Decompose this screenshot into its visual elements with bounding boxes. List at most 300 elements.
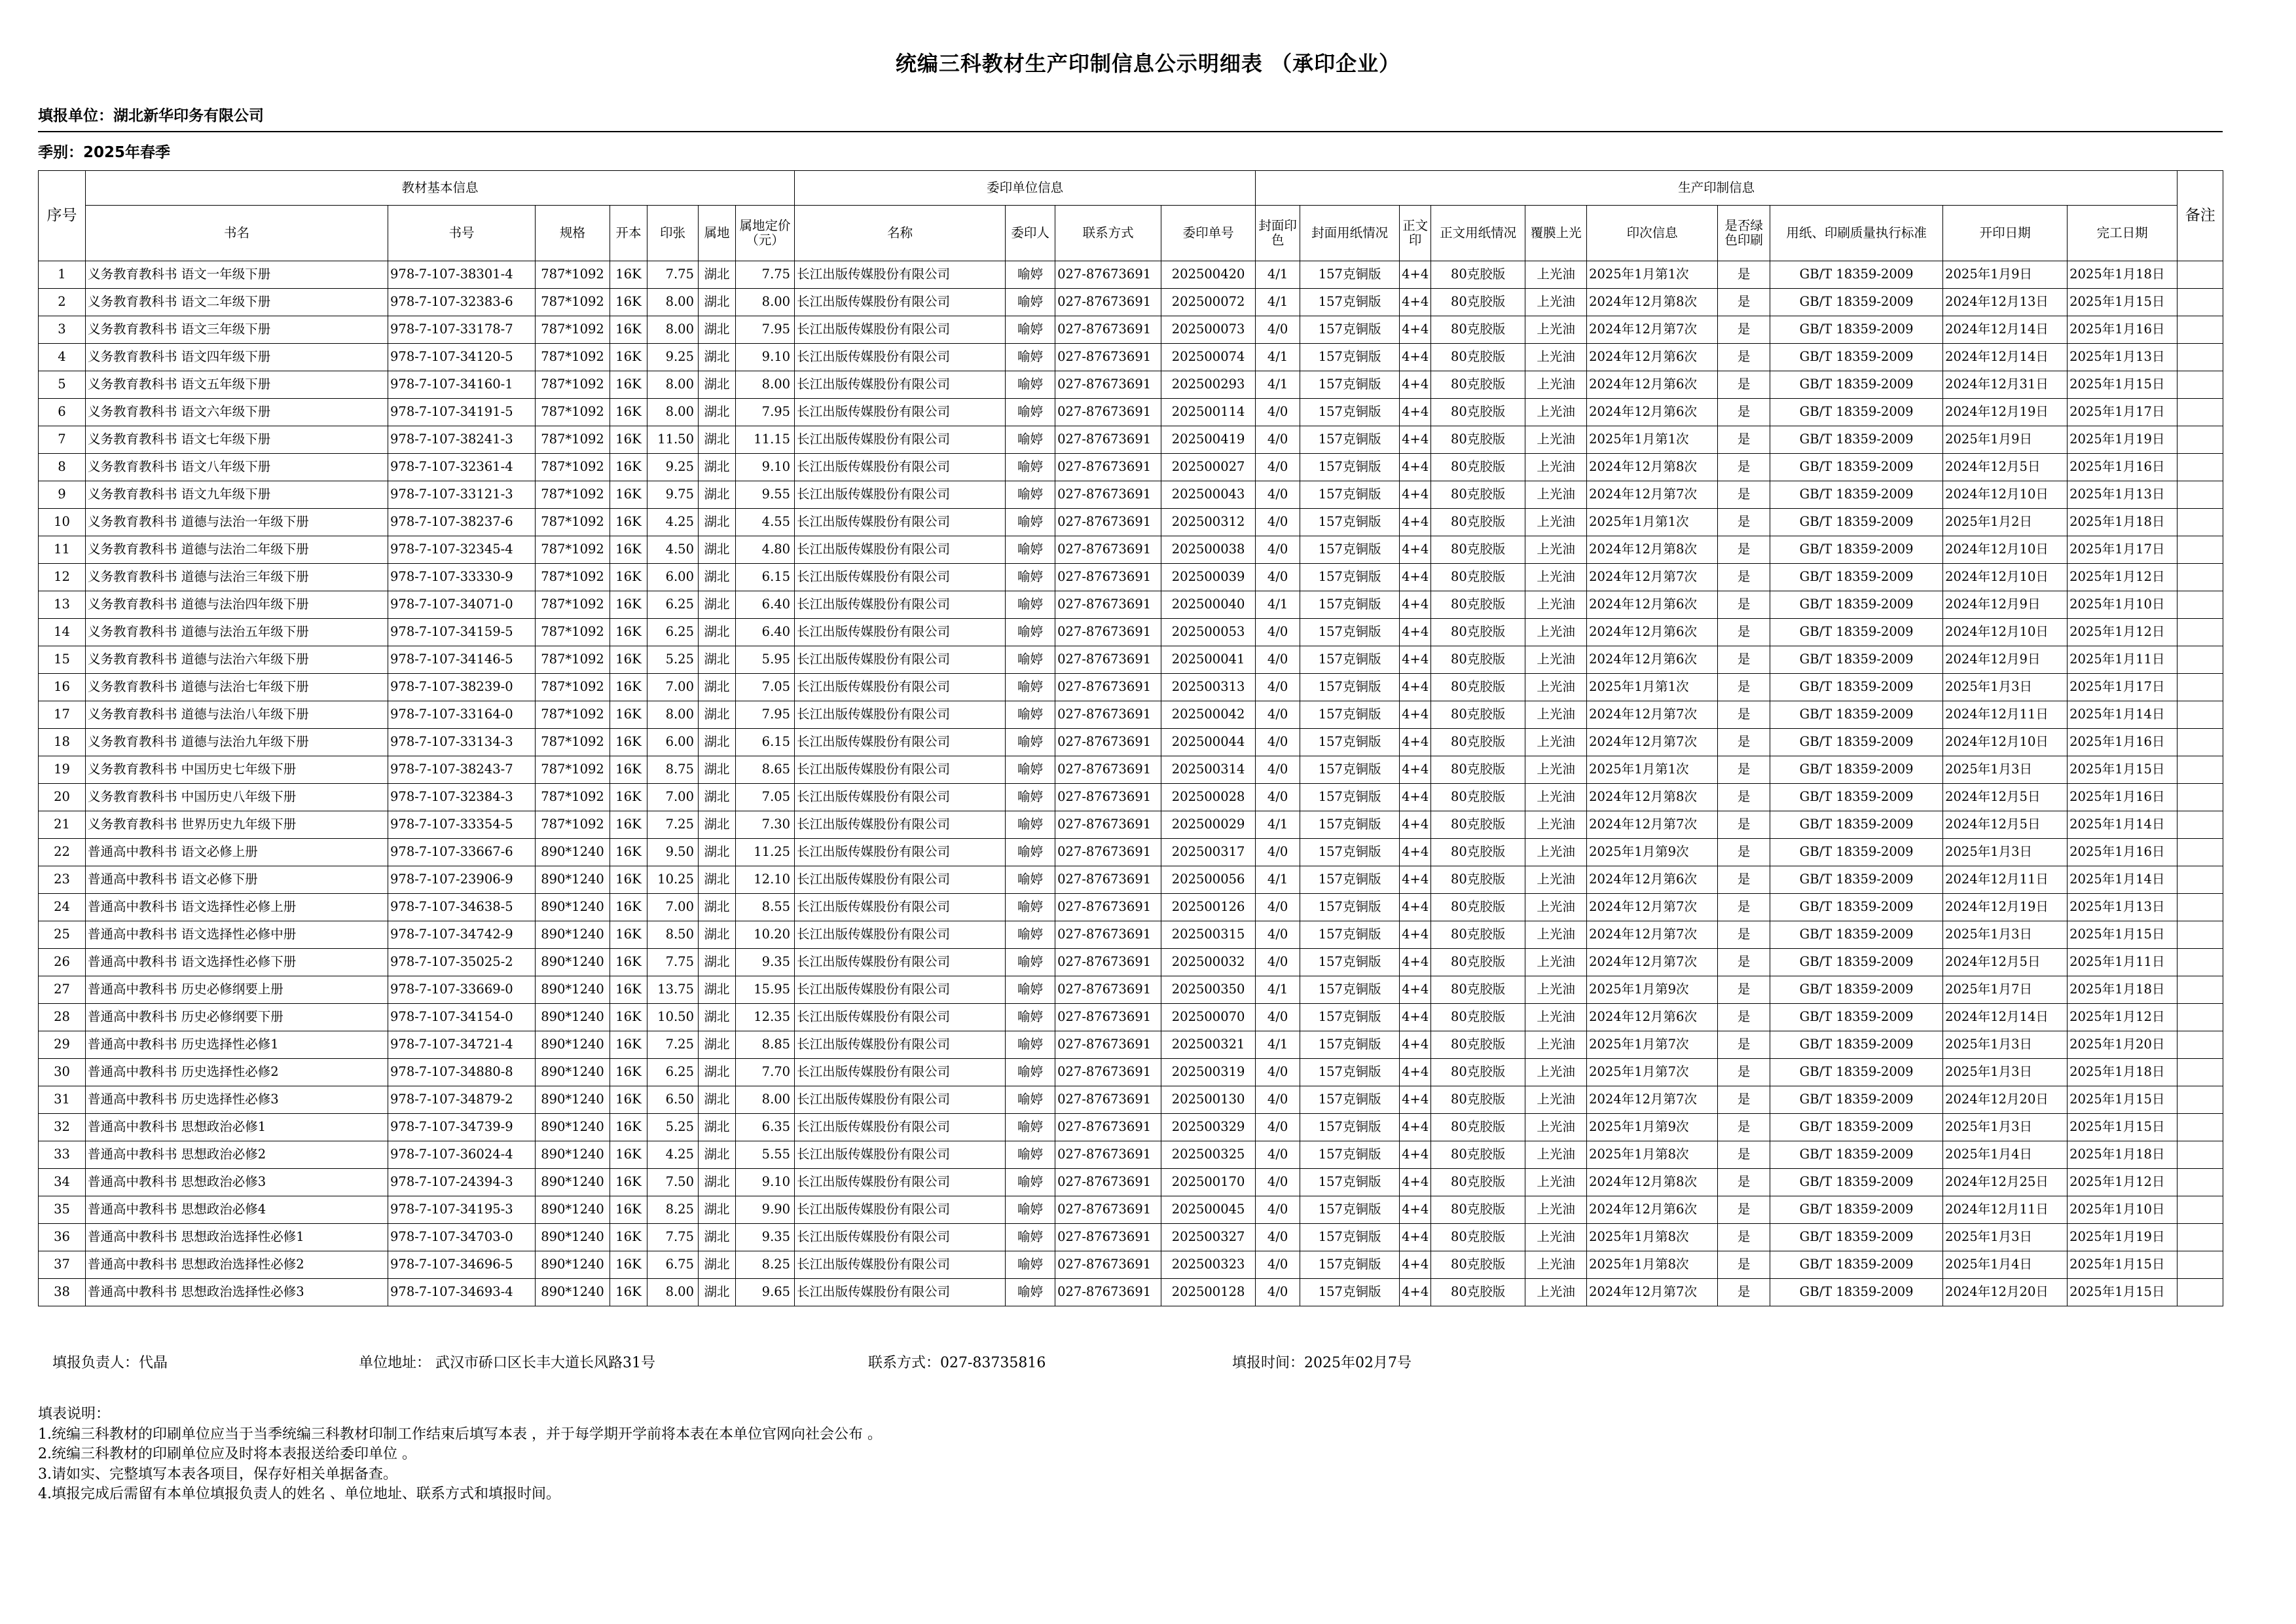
table-cell: 16K (610, 646, 647, 674)
table-cell: 4+4 (1400, 426, 1431, 454)
table-cell: 7.95 (736, 316, 795, 344)
table-cell: 是 (1718, 811, 1770, 839)
table-cell: 义务教育教科书 道德与法治四年级下册 (86, 591, 388, 619)
table-cell: 湖北 (699, 1114, 736, 1141)
table-cell: 喻婷 (1006, 1059, 1055, 1086)
table-cell: 978-7-107-34154-0 (388, 1004, 536, 1031)
table-cell: 喻婷 (1006, 1196, 1055, 1224)
table-cell: 027-87673691 (1055, 1114, 1161, 1141)
table-cell: 978-7-107-34195-3 (388, 1196, 536, 1224)
table-cell: 787*1092 (536, 509, 610, 536)
table-cell: 80克胶版 (1431, 399, 1525, 426)
table-cell: 喻婷 (1006, 1251, 1055, 1279)
table-cell: 157克铜版 (1300, 619, 1400, 646)
table-cell: 787*1092 (536, 784, 610, 811)
table-cell: 9.35 (736, 949, 795, 976)
table-cell: GB/T 18359-2009 (1770, 316, 1943, 344)
table-cell: 长江出版传媒股份有限公司 (795, 1196, 1006, 1224)
table-cell: 义务教育教科书 道德与法治七年级下册 (86, 674, 388, 701)
table-cell: 是 (1718, 674, 1770, 701)
table-cell: 湖北 (699, 1004, 736, 1031)
table-cell: 2024年12月25日 (1943, 1169, 2068, 1196)
table-cell: 4/1 (1256, 866, 1300, 894)
table-cell (2178, 619, 2223, 646)
table-cell: 027-87673691 (1055, 454, 1161, 481)
table-cell: 027-87673691 (1055, 371, 1161, 399)
table-cell: GB/T 18359-2009 (1770, 536, 1943, 564)
table-cell: 4+4 (1400, 701, 1431, 729)
table-cell: 湖北 (699, 289, 736, 316)
table-cell: 是 (1718, 866, 1770, 894)
table-cell: 2025年1月10日 (2068, 591, 2178, 619)
table-cell: 喻婷 (1006, 674, 1055, 701)
table-cell: GB/T 18359-2009 (1770, 811, 1943, 839)
table-cell: 890*1240 (536, 1251, 610, 1279)
table-cell: 2024年12月5日 (1943, 454, 2068, 481)
table-cell: 上光油 (1525, 729, 1587, 756)
table-cell: 湖北 (699, 371, 736, 399)
table-cell: 7.75 (647, 261, 699, 289)
table-cell: 9.55 (736, 481, 795, 509)
table-cell: 2024年12月14日 (1943, 344, 2068, 371)
table-cell (2178, 261, 2223, 289)
table-cell: 027-87673691 (1055, 949, 1161, 976)
table-cell: 4.50 (647, 536, 699, 564)
table-cell: 上光油 (1525, 564, 1587, 591)
table-cell: 157克铜版 (1300, 1141, 1400, 1169)
table-cell: 是 (1718, 839, 1770, 866)
table-cell: 上光油 (1525, 426, 1587, 454)
table-cell: 是 (1718, 1224, 1770, 1251)
table-cell (2178, 1169, 2223, 1196)
table-cell: 16K (610, 1279, 647, 1306)
table-cell: 978-7-107-34703-0 (388, 1224, 536, 1251)
table-cell: GB/T 18359-2009 (1770, 1031, 1943, 1059)
table-cell: 湖北 (699, 729, 736, 756)
table-cell: 787*1092 (536, 261, 610, 289)
table-cell: 长江出版传媒股份有限公司 (795, 921, 1006, 949)
table-cell: 2024年12月31日 (1943, 371, 2068, 399)
table-cell: 978-7-107-34638-5 (388, 894, 536, 921)
table-cell: 890*1240 (536, 1141, 610, 1169)
table-cell: 35 (39, 1196, 86, 1224)
table-cell: 4/0 (1256, 564, 1300, 591)
table-cell: 2024年12月10日 (1943, 564, 2068, 591)
column-header: 封面用纸情况 (1300, 206, 1400, 261)
table-cell: 80克胶版 (1431, 1141, 1525, 1169)
column-header: 委印单号 (1161, 206, 1256, 261)
table-row (39, 564, 2223, 591)
table-cell: 8.00 (736, 289, 795, 316)
table-cell: 上光油 (1525, 921, 1587, 949)
table-cell: 上光油 (1525, 591, 1587, 619)
table-cell: 上光油 (1525, 481, 1587, 509)
table-cell: 2025年1月3日 (1943, 1114, 2068, 1141)
table-cell: 长江出版传媒股份有限公司 (795, 949, 1006, 976)
table-cell: 16K (610, 1224, 647, 1251)
table-cell: 义务教育教科书 道德与法治三年级下册 (86, 564, 388, 591)
table-cell: 8.50 (647, 921, 699, 949)
table-cell: 喻婷 (1006, 1114, 1055, 1141)
table-cell: 上光油 (1525, 399, 1587, 426)
table-cell: 喻婷 (1006, 1086, 1055, 1114)
table-cell: 2024年12月第7次 (1587, 894, 1718, 921)
table-cell: 787*1092 (536, 811, 610, 839)
table-cell: 202500170 (1161, 1169, 1256, 1196)
note-item: 3.请如实、完整填写本表各项目，保存好相关单据备查。 (38, 1466, 397, 1483)
table-cell: GB/T 18359-2009 (1770, 921, 1943, 949)
table-cell: 喻婷 (1006, 426, 1055, 454)
table-cell: 027-87673691 (1055, 921, 1161, 949)
table-cell: 长江出版传媒股份有限公司 (795, 756, 1006, 784)
table-cell: 4/0 (1256, 1086, 1300, 1114)
table-cell: 6.35 (736, 1114, 795, 1141)
table-cell: 16K (610, 591, 647, 619)
table-row (39, 1004, 2223, 1031)
table-cell: 027-87673691 (1055, 784, 1161, 811)
table-cell: 义务教育教科书 道德与法治六年级下册 (86, 646, 388, 674)
table-cell: 787*1092 (536, 646, 610, 674)
table-cell: 787*1092 (536, 481, 610, 509)
table-cell: 157克铜版 (1300, 371, 1400, 399)
table-cell: 027-87673691 (1055, 1251, 1161, 1279)
table-cell: 普通高中教科书 语文选择性必修中册 (86, 921, 388, 949)
table-cell: 2025年1月16日 (2068, 784, 2178, 811)
table-cell: 4/1 (1256, 1031, 1300, 1059)
table-cell: 2024年12月第6次 (1587, 866, 1718, 894)
table-cell: 157克铜版 (1300, 646, 1400, 674)
table-cell: 2025年1月4日 (1943, 1251, 2068, 1279)
table-cell: 157克铜版 (1300, 1196, 1400, 1224)
table-cell: 上光油 (1525, 1114, 1587, 1141)
table-cell: 普通高中教科书 思想政治必修2 (86, 1141, 388, 1169)
table-row (39, 316, 2223, 344)
table-cell: 4+4 (1400, 811, 1431, 839)
table-cell: 4/0 (1256, 1169, 1300, 1196)
table-cell: 978-7-107-32384-3 (388, 784, 536, 811)
table-cell: GB/T 18359-2009 (1770, 344, 1943, 371)
table-cell: 80克胶版 (1431, 976, 1525, 1004)
table-cell: 6.25 (647, 619, 699, 646)
table-cell: 4/1 (1256, 371, 1300, 399)
table-cell: 4+4 (1400, 866, 1431, 894)
table-cell: 普通高中教科书 思想政治选择性必修1 (86, 1224, 388, 1251)
table-cell: 202500042 (1161, 701, 1256, 729)
table-cell: 80克胶版 (1431, 811, 1525, 839)
table-cell (2178, 289, 2223, 316)
table-cell: GB/T 18359-2009 (1770, 426, 1943, 454)
table-cell: 湖北 (699, 1059, 736, 1086)
table-cell: 4+4 (1400, 316, 1431, 344)
table-cell: 157克铜版 (1300, 344, 1400, 371)
table-cell: 2025年1月15日 (2068, 1251, 2178, 1279)
info-table (38, 170, 2223, 1306)
table-cell: 义务教育教科书 道德与法治五年级下册 (86, 619, 388, 646)
table-row (39, 976, 2223, 1004)
table-cell: 2025年1月20日 (2068, 1031, 2178, 1059)
table-cell: 202500041 (1161, 646, 1256, 674)
table-cell: 2024年12月5日 (1943, 811, 2068, 839)
table-cell: 是 (1718, 1114, 1770, 1141)
table-cell: 2025年1月第1次 (1587, 756, 1718, 784)
table-cell: 9.50 (647, 839, 699, 866)
table-cell: 80克胶版 (1431, 261, 1525, 289)
table-cell: 是 (1718, 701, 1770, 729)
table-cell: 4/0 (1256, 399, 1300, 426)
table-cell: 202500039 (1161, 564, 1256, 591)
table-row (39, 921, 2223, 949)
table-cell: GB/T 18359-2009 (1770, 1196, 1943, 1224)
table-cell: 上光油 (1525, 316, 1587, 344)
table-cell: 027-87673691 (1055, 564, 1161, 591)
table-cell: 027-87673691 (1055, 866, 1161, 894)
footer-responsible: 填报负责人：代晶 (52, 1355, 168, 1371)
table-cell: 2025年1月14日 (2068, 701, 2178, 729)
table-cell: 157克铜版 (1300, 454, 1400, 481)
table-cell: 787*1092 (536, 591, 610, 619)
table-cell: 13 (39, 591, 86, 619)
table-cell: 2025年1月10日 (2068, 1196, 2178, 1224)
table-cell: 4+4 (1400, 371, 1431, 399)
table-cell: 湖北 (699, 509, 736, 536)
table-body (39, 261, 2223, 1306)
table-cell: GB/T 18359-2009 (1770, 1059, 1943, 1086)
footer-contact: 联系方式：027-83735816 (868, 1355, 1046, 1371)
table-cell: 978-7-107-34693-4 (388, 1279, 536, 1306)
table-cell: 2024年12月第7次 (1587, 1279, 1718, 1306)
table-cell: 4+4 (1400, 261, 1431, 289)
table-cell: 890*1240 (536, 1279, 610, 1306)
table-cell: 027-87673691 (1055, 426, 1161, 454)
table-cell: 义务教育教科书 语文九年级下册 (86, 481, 388, 509)
table-cell: 普通高中教科书 语文选择性必修下册 (86, 949, 388, 976)
table-cell: 157克铜版 (1300, 481, 1400, 509)
table-cell: 2024年12月第6次 (1587, 646, 1718, 674)
table-cell: 978-7-107-24394-3 (388, 1169, 536, 1196)
table-row (39, 646, 2223, 674)
table-cell: 2024年12月9日 (1943, 646, 2068, 674)
table-cell: 9.25 (647, 454, 699, 481)
table-cell: 202500032 (1161, 949, 1256, 976)
table-cell: 978-7-107-34191-5 (388, 399, 536, 426)
table-cell: 787*1092 (536, 399, 610, 426)
table-cell: 80克胶版 (1431, 1114, 1525, 1141)
table-cell: 长江出版传媒股份有限公司 (795, 646, 1006, 674)
table-cell: 7.30 (736, 811, 795, 839)
table-cell: 10.20 (736, 921, 795, 949)
table-cell: 80克胶版 (1431, 756, 1525, 784)
table-cell: 6 (39, 399, 86, 426)
table-cell: 2024年12月9日 (1943, 591, 2068, 619)
table-cell: 202500323 (1161, 1251, 1256, 1279)
table-cell: 喻婷 (1006, 1141, 1055, 1169)
table-cell: 20 (39, 784, 86, 811)
table-cell: 978-7-107-34120-5 (388, 344, 536, 371)
table-cell: 2024年12月第6次 (1587, 371, 1718, 399)
table-cell: 34 (39, 1169, 86, 1196)
table-row (39, 811, 2223, 839)
table-cell: 9.35 (736, 1224, 795, 1251)
table-cell: 978-7-107-36024-4 (388, 1141, 536, 1169)
table-cell: 202500126 (1161, 894, 1256, 921)
table-cell: 11.50 (647, 426, 699, 454)
table-cell: 长江出版传媒股份有限公司 (795, 1086, 1006, 1114)
table-cell: 长江出版传媒股份有限公司 (795, 1169, 1006, 1196)
table-cell: 978-7-107-34696-5 (388, 1251, 536, 1279)
table-cell: 2025年1月3日 (1943, 839, 2068, 866)
table-cell: 7 (39, 426, 86, 454)
table-cell: 29 (39, 1031, 86, 1059)
table-cell: 202500114 (1161, 399, 1256, 426)
table-cell: 8.65 (736, 756, 795, 784)
table-cell: 33 (39, 1141, 86, 1169)
table-cell: 890*1240 (536, 866, 610, 894)
table-cell: 2024年12月第6次 (1587, 591, 1718, 619)
column-header: 开印日期 (1943, 206, 2068, 261)
table-cell (2178, 1279, 2223, 1306)
table-cell: 202500028 (1161, 784, 1256, 811)
table-cell: 21 (39, 811, 86, 839)
table-cell: 4/0 (1256, 949, 1300, 976)
table-cell: 787*1092 (536, 756, 610, 784)
table-cell: 202500312 (1161, 509, 1256, 536)
table-cell (2178, 481, 2223, 509)
table-cell: 上光油 (1525, 509, 1587, 536)
table-cell: 16K (610, 481, 647, 509)
table-cell: 11.25 (736, 839, 795, 866)
column-header: 完工日期 (2068, 206, 2178, 261)
table-cell: GB/T 18359-2009 (1770, 1169, 1943, 1196)
table-row (39, 866, 2223, 894)
table-cell: 2024年12月20日 (1943, 1086, 2068, 1114)
table-cell: 上光油 (1525, 1169, 1587, 1196)
column-header: 属地 (699, 206, 736, 261)
table-cell: 2025年1月第9次 (1587, 976, 1718, 1004)
table-cell: 长江出版传媒股份有限公司 (795, 371, 1006, 399)
table-cell: 普通高中教科书 思想政治选择性必修3 (86, 1279, 388, 1306)
table-cell: 16K (610, 1251, 647, 1279)
table-cell: 157克铜版 (1300, 1059, 1400, 1086)
table-cell: GB/T 18359-2009 (1770, 261, 1943, 289)
table-cell: 2025年1月3日 (1943, 1031, 2068, 1059)
table-row (39, 949, 2223, 976)
table-cell: 长江出版传媒股份有限公司 (795, 811, 1006, 839)
table-cell: 8.00 (647, 1279, 699, 1306)
table-cell: 长江出版传媒股份有限公司 (795, 481, 1006, 509)
table-cell: 7.75 (647, 949, 699, 976)
note-item: 1.统编三科教材的印刷单位应当于当季统编三科教材印制工作结束后填写本表 ，并于每学期开学前将本表在本单位官网向社会公布 。 (38, 1426, 882, 1443)
table-cell: 027-87673691 (1055, 481, 1161, 509)
table-cell: 上光油 (1525, 1224, 1587, 1251)
table-cell: 上光油 (1525, 756, 1587, 784)
table-cell: 9.75 (647, 481, 699, 509)
table-cell: 是 (1718, 1251, 1770, 1279)
header-row-columns (39, 206, 2223, 261)
table-cell: 2025年1月第1次 (1587, 261, 1718, 289)
table-cell: 6.00 (647, 729, 699, 756)
table-cell: 890*1240 (536, 839, 610, 866)
table-cell: 6.00 (647, 564, 699, 591)
table-cell: 80克胶版 (1431, 839, 1525, 866)
table-cell: 4+4 (1400, 454, 1431, 481)
table-cell: 4/0 (1256, 729, 1300, 756)
table-cell: 2025年1月9日 (1943, 261, 2068, 289)
table-cell: 16K (610, 316, 647, 344)
table-cell: GB/T 18359-2009 (1770, 619, 1943, 646)
table-cell: 202500327 (1161, 1224, 1256, 1251)
table-cell: 027-87673691 (1055, 976, 1161, 1004)
table-cell: 978-7-107-33178-7 (388, 316, 536, 344)
table-cell: 是 (1718, 509, 1770, 536)
table-cell: 普通高中教科书 思想政治必修1 (86, 1114, 388, 1141)
table-cell: 2 (39, 289, 86, 316)
table-row (39, 454, 2223, 481)
table-cell (2178, 701, 2223, 729)
table-cell: 4/0 (1256, 646, 1300, 674)
table-cell: GB/T 18359-2009 (1770, 509, 1943, 536)
table-cell: 上光油 (1525, 454, 1587, 481)
table-cell: 普通高中教科书 语文必修下册 (86, 866, 388, 894)
table-cell: 上光油 (1525, 1251, 1587, 1279)
table-row (39, 619, 2223, 646)
table-cell: 4/1 (1256, 811, 1300, 839)
table-cell: 义务教育教科书 中国历史八年级下册 (86, 784, 388, 811)
table-cell: 80克胶版 (1431, 1059, 1525, 1086)
table-cell: 2025年1月12日 (2068, 1169, 2178, 1196)
table-cell: 7.05 (736, 674, 795, 701)
table-cell: 24 (39, 894, 86, 921)
table-cell: 4+4 (1400, 1224, 1431, 1251)
table-cell: 80克胶版 (1431, 1004, 1525, 1031)
table-cell: 978-7-107-34071-0 (388, 591, 536, 619)
table-cell: 2025年1月18日 (2068, 1141, 2178, 1169)
table-cell: 8.00 (736, 371, 795, 399)
table-cell: 2025年1月15日 (2068, 1086, 2178, 1114)
table-cell: 16K (610, 674, 647, 701)
table-cell: 湖北 (699, 976, 736, 1004)
table-cell: 16K (610, 949, 647, 976)
table-cell: 2025年1月15日 (2068, 371, 2178, 399)
table-cell: 义务教育教科书 语文一年级下册 (86, 261, 388, 289)
table-cell (2178, 729, 2223, 756)
table-cell: GB/T 18359-2009 (1770, 756, 1943, 784)
table-cell: 4+4 (1400, 1031, 1431, 1059)
table-cell: 喻婷 (1006, 316, 1055, 344)
table-cell: 义务教育教科书 语文四年级下册 (86, 344, 388, 371)
table-cell: 4/0 (1256, 894, 1300, 921)
table-cell: 2025年1月17日 (2068, 536, 2178, 564)
table-cell: 18 (39, 729, 86, 756)
table-cell: 是 (1718, 1279, 1770, 1306)
table-cell: 978-7-107-38301-4 (388, 261, 536, 289)
table-cell: 157克铜版 (1300, 1086, 1400, 1114)
table-cell: 157克铜版 (1300, 261, 1400, 289)
table-cell: 4+4 (1400, 564, 1431, 591)
table-cell: 2024年12月19日 (1943, 399, 2068, 426)
table-cell: 027-87673691 (1055, 646, 1161, 674)
table-row (39, 839, 2223, 866)
table-cell: 2025年1月2日 (1943, 509, 2068, 536)
table-cell: 2025年1月4日 (1943, 1141, 2068, 1169)
note-item: 4.填报完成后需留有本单位填报负责人的姓名 、单位地址、联系方式和填报时间。 (38, 1486, 560, 1502)
table-cell: 湖北 (699, 399, 736, 426)
table-cell: 787*1092 (536, 564, 610, 591)
table-cell: 16K (610, 784, 647, 811)
table-cell: GB/T 18359-2009 (1770, 839, 1943, 866)
table-cell: 787*1092 (536, 344, 610, 371)
table-cell: 787*1092 (536, 674, 610, 701)
table-cell: 2024年12月20日 (1943, 1279, 2068, 1306)
